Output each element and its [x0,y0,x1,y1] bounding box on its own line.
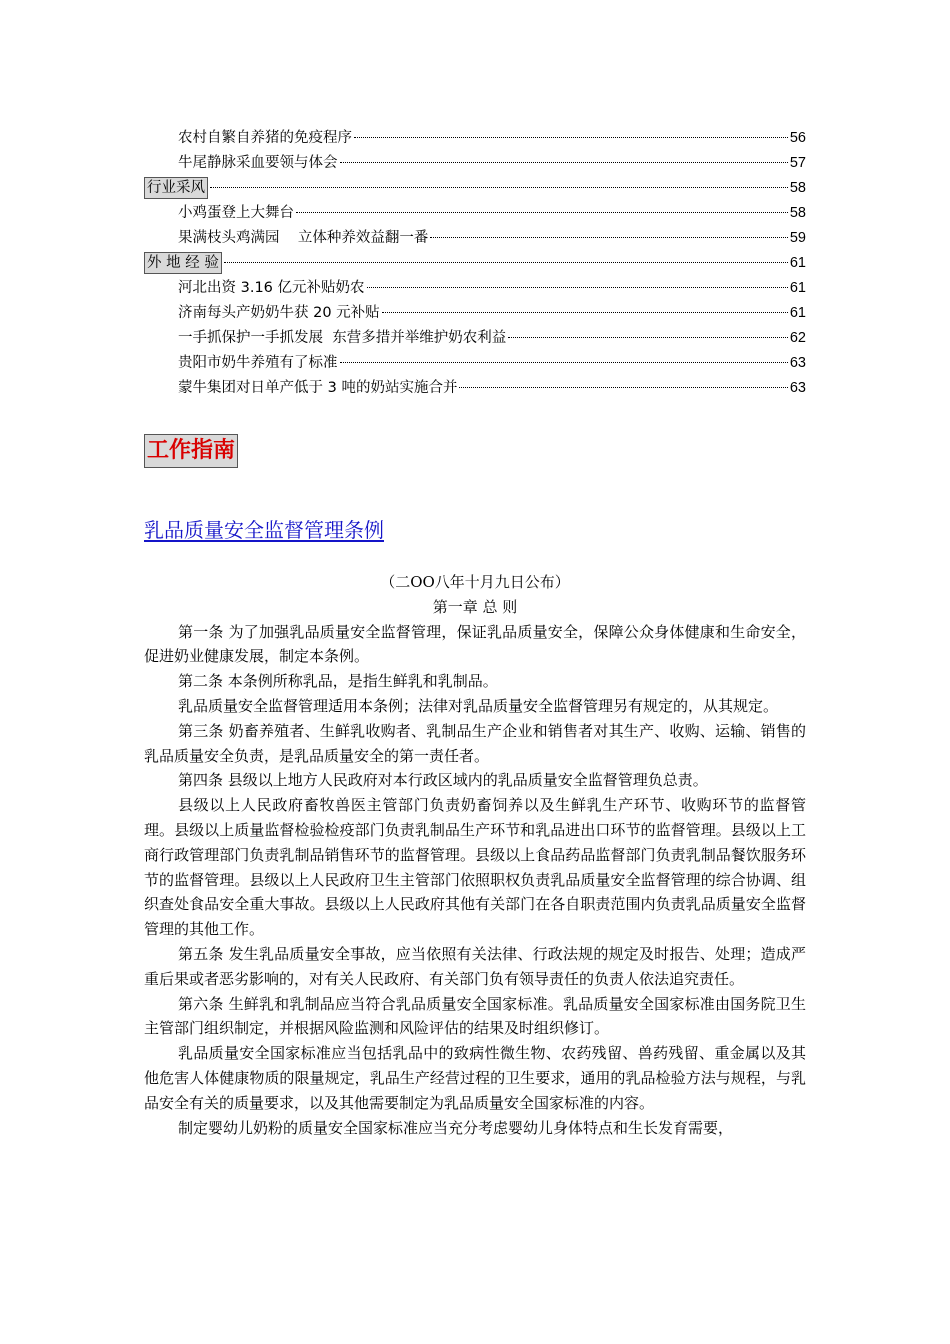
toc-leader-dots [296,212,788,213]
toc-entry-title: 一手抓保护一手抓发展 东营多措并举维护奶农利益 [178,330,507,346]
toc-entry[interactable] [144,326,806,351]
toc-leader-dots [354,137,788,138]
toc-entry-title: 农村自繁自养猪的免疫程序 [178,130,352,146]
toc-entry-title: 蒙牛集团对日单产低于 3 吨的奶站实施合并 [178,380,458,396]
toc-leader-dots [340,162,788,163]
article-body [144,570,806,1140]
toc-entry[interactable] [144,276,806,301]
toc-category-title: 行业采风 [144,177,208,199]
article-paragraph: 县级以上人民政府畜牧兽医主管部门负责奶畜饲养以及生鲜乳生产环节、收购环节的监督管理。县级以上质量监督检验检疫部门负责乳制品生产环节和乳品进出口环节的监督管理。县级以上工商行政管理部门负责乳制品销售环节的监督管理。县级以上食品药品监督部门负责乳制品餐饮服务环节的监督管理。县级以上人民政府卫生主管部门依照职权负责乳品质量安全监督管理的综合协调、组织查处食品安全重大事故。县级以上人民政府其他有关部门在各自职责范围内负责乳品质量安全监督管理的其他工作。 [144,796,806,939]
article-paragraph: 第五条 发生乳品质量安全事故，应当依照有关法律、行政法规的规定及时报告、处理；造成严重后果或者恶劣影响的，对有关人民政府、有关部门负有领导责任的负责人依法追究责任。 [144,944,806,988]
toc-entry[interactable] [144,201,806,226]
toc-entry-page: 61 [789,280,806,296]
article-paragraph: 第一条 为了加强乳品质量安全监督管理，保证乳品质量安全，保障公众身体健康和生命安全，促进奶业健康发展，制定本条例。 [144,622,806,666]
toc-entry-title: 贵阳市奶牛养殖有了标准 [178,355,338,371]
toc-entry[interactable] [144,351,806,376]
publish-date: （二OO八年十月九日公布） [380,573,570,591]
toc-entry-page: 56 [789,130,806,146]
article-paragraph: 第二条 本条例所称乳品，是指生鲜乳和乳制品。 [178,672,498,691]
article-paragraph: 乳品质量安全监督管理适用本条例；法律对乳品质量安全监督管理另有规定的，从其规定。 [178,696,779,715]
section-heading: 工作指南 [144,434,238,468]
toc-category[interactable] [144,251,806,276]
chapter-heading: 第一章 总 则 [432,597,518,616]
toc-leader-dots [224,262,788,263]
toc-entry-title: 果满枝头鸡满园 立体种养效益翻一番 [178,230,429,246]
toc-entry[interactable] [144,151,806,176]
article-paragraph: 乳品质量安全国家标准应当包括乳品中的致病性微生物、农药残留、兽药残留、重金属以及其他危害人体健康物质的限量规定，乳品生产经营过程的卫生要求，通用的乳品检验方法与规程，与乳品安全有关的质量要求，以及其他需要制定为乳品质量安全国家标准的内容。 [144,1044,806,1112]
toc-entry-page: 61 [789,305,806,321]
toc-leader-dots [210,187,788,188]
toc-entry-page: 57 [789,155,806,171]
toc-entry-page: 61 [789,255,806,271]
toc-category-title: 外 地 经 验 [144,252,222,274]
article-paragraph: 第六条 生鲜乳和乳制品应当符合乳品质量安全国家标准。乳品质量安全国家标准由国务院卫生主管部门组织制定，并根据风险监测和风险评估的结果及时组织修订。 [144,994,806,1038]
toc-entry-page: 58 [789,205,806,221]
toc-entry-title: 牛尾静脉采血要领与体会 [178,155,338,171]
toc-entry[interactable] [144,301,806,326]
table-of-contents [144,126,806,401]
toc-entry-page: 63 [789,355,806,371]
toc-entry-page: 59 [789,230,806,246]
article-title-link[interactable]: 乳品质量安全监督管理条例 [144,518,384,542]
toc-leader-dots [459,387,787,388]
toc-entry-page: 58 [789,180,806,196]
article-paragraph: 第四条 县级以上地方人民政府对本行政区域内的乳品质量安全监督管理负总责。 [178,771,708,790]
toc-entry-page: 63 [789,380,806,396]
article-paragraph: 第三条 奶畜养殖者、生鲜乳收购者、乳制品生产企业和销售者对其生产、收购、运输、销售的乳品质量安全负责，是乳品质量安全的第一责任者。 [144,721,806,765]
toc-entry-title: 河北出资 3.16 亿元补贴奶农 [178,280,365,296]
toc-entry[interactable] [144,226,806,251]
toc-leader-dots [367,287,788,288]
article-paragraph: 制定婴幼儿奶粉的质量安全国家标准应当充分考虑婴幼儿身体特点和生长发育需要， [178,1118,734,1137]
toc-leader-dots [430,237,787,238]
toc-entry-title: 济南每头产奶奶牛获 20 元补贴 [178,305,380,321]
toc-leader-dots [340,362,788,363]
toc-entry-page: 62 [789,330,806,346]
toc-entry[interactable] [144,376,806,401]
toc-entry[interactable] [144,126,806,151]
toc-entry-title: 小鸡蛋登上大舞台 [178,205,294,221]
toc-leader-dots [508,337,788,338]
toc-leader-dots [382,312,788,313]
toc-category[interactable] [144,176,806,201]
